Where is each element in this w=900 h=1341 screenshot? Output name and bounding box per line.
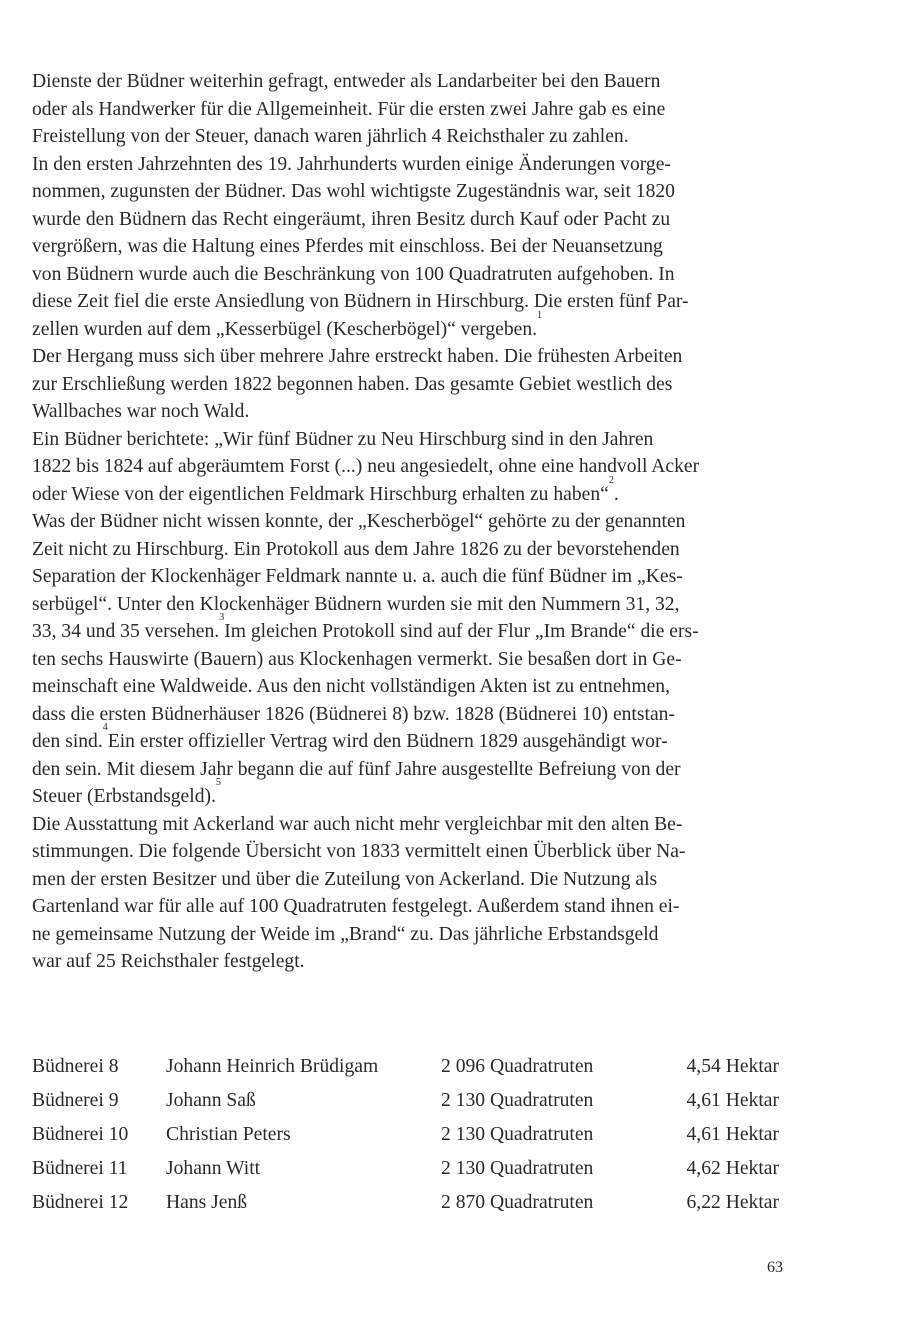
text-line: Wallbaches war noch Wald. [32, 401, 250, 422]
hectare-cell: 4,54 Hektar [686, 1056, 779, 1077]
holdings-table [32, 1050, 779, 1220]
text-line: vergrößern, was die Haltung eines Pferdes mit einschloss. Bei der Neuansetzung [32, 236, 663, 257]
area-cell: 2 870 Quadratruten [441, 1192, 594, 1213]
text-line: diese Zeit fiel die erste Ansiedlung von Büdnern in Hirschburg. Die ersten fünf Par- [32, 291, 689, 312]
text-line: Separation der Klockenhäger Feldmark nannte u. a. auch die fünf Büdner im „Kes- [32, 566, 683, 587]
text-line: den sind. 4 Ein erster offizieller Vertrag wird den Büdnern 1829 ausgehändigt wor- [32, 728, 782, 756]
footnote-mark: 1 [537, 309, 543, 321]
text-line: Zeit nicht zu Hirschburg. Ein Protokoll aus dem Jahre 1826 zu der bevorstehenden [32, 538, 680, 560]
text-line: 1822 bis 1824 auf abgeräumtem Forst (...) neu angesiedelt, ohne eine handvoll Acker [32, 456, 700, 477]
text-line: ten sechs Hauswirte (Bauern) aus Klockenhagen vermerkt. Sie besaßen dort in Ge- [32, 648, 682, 670]
buednerei-cell: Büdnerei 12 [32, 1192, 129, 1213]
text-line: In den ersten Jahrzehnten des 19. Jahrhunderts wurden einige Änderungen vorge- [32, 153, 671, 175]
text-line: nommen, zugunsten der Büdner. Das wohl wichtigste Zugeständnis war, seit 1820 [32, 181, 675, 202]
text-line: Ein Büdner berichtete: „Wir fünf Büdner zu Neu Hirschburg sind in den Jahren [32, 428, 654, 450]
buednerei-cell: Büdnerei 10 [32, 1124, 129, 1145]
page-number: 63 [767, 1259, 783, 1276]
text-line: serbügel“. Unter den Klockenhäger Büdnern wurden sie mit den Nummern 31, 32, [32, 593, 680, 615]
owner-cell: Hans Jenß [166, 1192, 248, 1213]
footnote-mark: 3 [219, 612, 225, 623]
owner-cell: Johann Witt [166, 1158, 261, 1179]
text-line: men der ersten Besitzer und über die Zuteilung von Ackerland. Die Nutzung als [32, 868, 658, 890]
text-line: Die Ausstattung mit Ackerland war auch nicht mehr vergleichbar mit den alten Be- [32, 813, 683, 835]
text-line: von Büdnern wurde auch die Beschränkung von 100 Quadratruten aufgehoben. In [32, 263, 675, 285]
text-line: ne gemeinsame Nutzung der Weide im „Brand“ zu. Das jährliche Erbstandsgeld [32, 923, 659, 945]
text-line: 33, 34 und 35 versehen. 3 Im gleichen Protokoll sind auf der Flur „Im Brande“ die ers- [32, 618, 782, 646]
text-line: meinschaft eine Waldweide. Aus den nicht vollständigen Akten ist zu entnehmen, [32, 676, 670, 697]
table-row [32, 1118, 779, 1152]
footnote-mark: 5 [215, 777, 221, 788]
hectare-cell: 4,62 Hektar [686, 1158, 779, 1179]
text-line: Steuer (Erbstandsgeld). 5 [32, 783, 782, 811]
body-text [32, 68, 782, 976]
area-cell: 2 130 Quadratruten [441, 1090, 594, 1111]
text-line: Freistellung von der Steuer, danach waren jährlich 4 Reichsthaler zu zahlen. [32, 126, 629, 147]
table-row [32, 1186, 779, 1220]
owner-cell: Johann Saß [166, 1090, 256, 1111]
text-line: dass die ersten Büdnerhäuser 1826 (Büdnerei 8) bzw. 1828 (Büdnerei 10) entstan- [32, 703, 675, 725]
text-line: oder Wiese von der eigentlichen Feldmark Hirschburg erhalten zu haben“ 2 . [32, 481, 782, 509]
buednerei-cell: Büdnerei 8 [32, 1056, 119, 1077]
hectare-cell: 4,61 Hektar [686, 1090, 779, 1111]
table-row [32, 1050, 779, 1084]
text-line: zellen wurden auf dem „Kesserbügel (Kescherbögel)“ vergeben. 1 [32, 316, 782, 344]
table-row [32, 1152, 779, 1186]
table-row [32, 1084, 779, 1118]
text-line: Der Hergang muss sich über mehrere Jahre erstreckt haben. Die frühesten Arbeiten [32, 346, 683, 367]
text-line: stimmungen. Die folgende Übersicht von 1833 vermittelt einen Überblick über Na- [32, 841, 686, 862]
text-line: Was der Büdner nicht wissen konnte, der „Kescherbögel“ gehörte zu der genannten [32, 511, 686, 532]
text-line: Gartenland war für alle auf 100 Quadratruten festgelegt. Außerdem stand ihnen ei- [32, 896, 680, 917]
area-cell: 2 130 Quadratruten [441, 1158, 594, 1179]
text-line: war auf 25 Reichsthaler festgelegt. [32, 951, 305, 972]
hectare-cell: 4,61 Hektar [686, 1124, 779, 1145]
owner-cell: Christian Peters [166, 1124, 291, 1145]
text-line: Dienste der Büdner weiterhin gefragt, entweder als Landarbeiter bei den Bauern [32, 71, 661, 92]
area-cell: 2 130 Quadratruten [441, 1124, 594, 1145]
area-cell: 2 096 Quadratruten [441, 1056, 594, 1077]
text-line: wurde den Büdnern das Recht eingeräumt, ihren Besitz durch Kauf oder Pacht zu [32, 208, 671, 230]
owner-cell: Johann Heinrich Brüdigam [166, 1056, 379, 1077]
buednerei-cell: Büdnerei 11 [32, 1158, 128, 1179]
footnote-mark: 4 [102, 722, 108, 733]
text-line: oder als Handwerker für die Allgemeinheit. Für die ersten zwei Jahre gab es eine [32, 98, 666, 120]
footnote-mark: 2 [608, 474, 614, 486]
buednerei-cell: Büdnerei 9 [32, 1090, 119, 1111]
text-line: zur Erschließung werden 1822 begonnen haben. Das gesamte Gebiet westlich des [32, 373, 673, 395]
hectare-cell: 6,22 Hektar [686, 1192, 779, 1213]
text-line: den sein. Mit diesem Jahr begann die auf fünf Jahre ausgestellte Befreiung von der [32, 758, 681, 780]
